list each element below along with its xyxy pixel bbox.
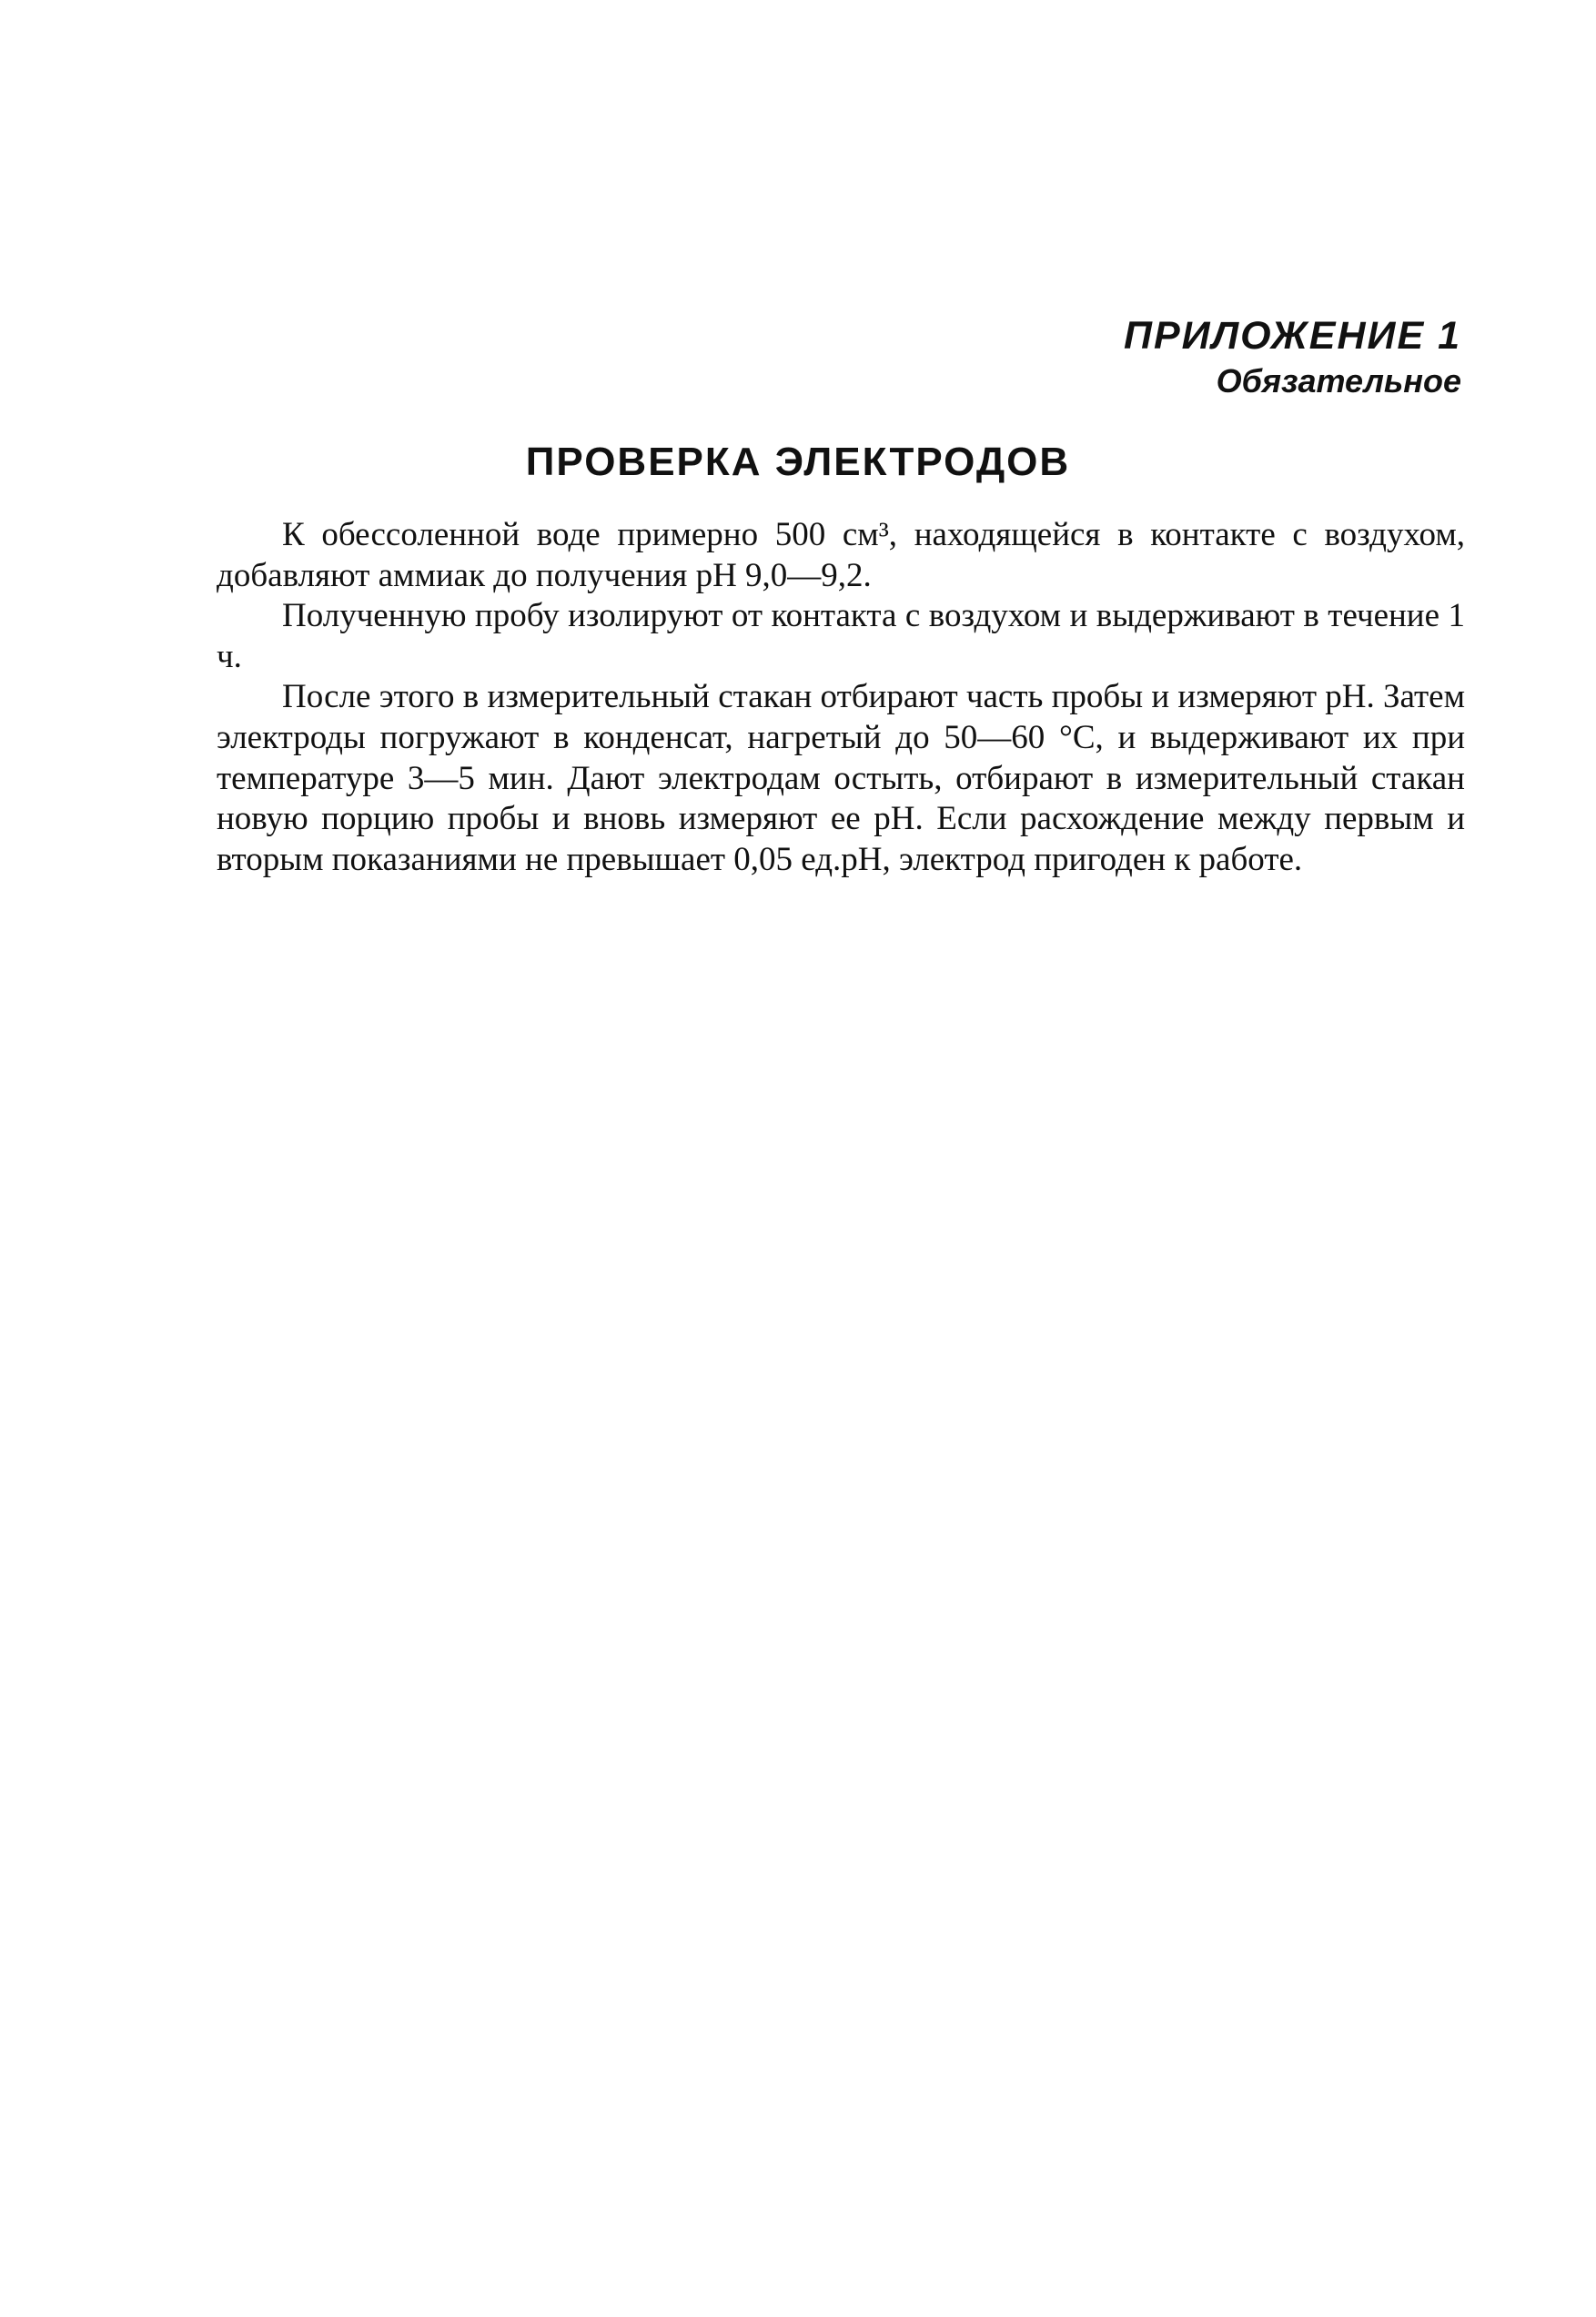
- appendix-label: [1124, 314, 1461, 400]
- paragraph-2: Полученную пробу изолируют от контакта с воздухом и выдерживают в течение 1 ч.: [217, 597, 1465, 675]
- page-title: ПРОВЕРКА ЭЛЕКТРОДОВ: [525, 440, 1071, 484]
- appendix-status: Обязательное: [1216, 362, 1461, 400]
- appendix-title: ПРИЛОЖЕНИЕ 1: [1124, 314, 1461, 358]
- paragraph-1: К обессоленной воде примерно 500 см³, находящейся в контакте с воздухом, добавляют аммиак до получения pH 9,0—9,2.: [217, 516, 1465, 594]
- body-text: [217, 515, 1465, 880]
- paragraph-3: После этого в измерительный стакан отбирают часть пробы и измеряют pH. Затем электроды погружают в конденсат, нагретый до 50—60 °С, и выдерживают их при температуре 3—5 мин. Дают электродам остыть, отбирают в измерительный стакан новую порцию пробы и вновь измеряют ее pH. Если расхождение между первым и вторым показаниями не превышает 0,05 ед.pH, электрод пригоден к работе.: [217, 678, 1465, 878]
